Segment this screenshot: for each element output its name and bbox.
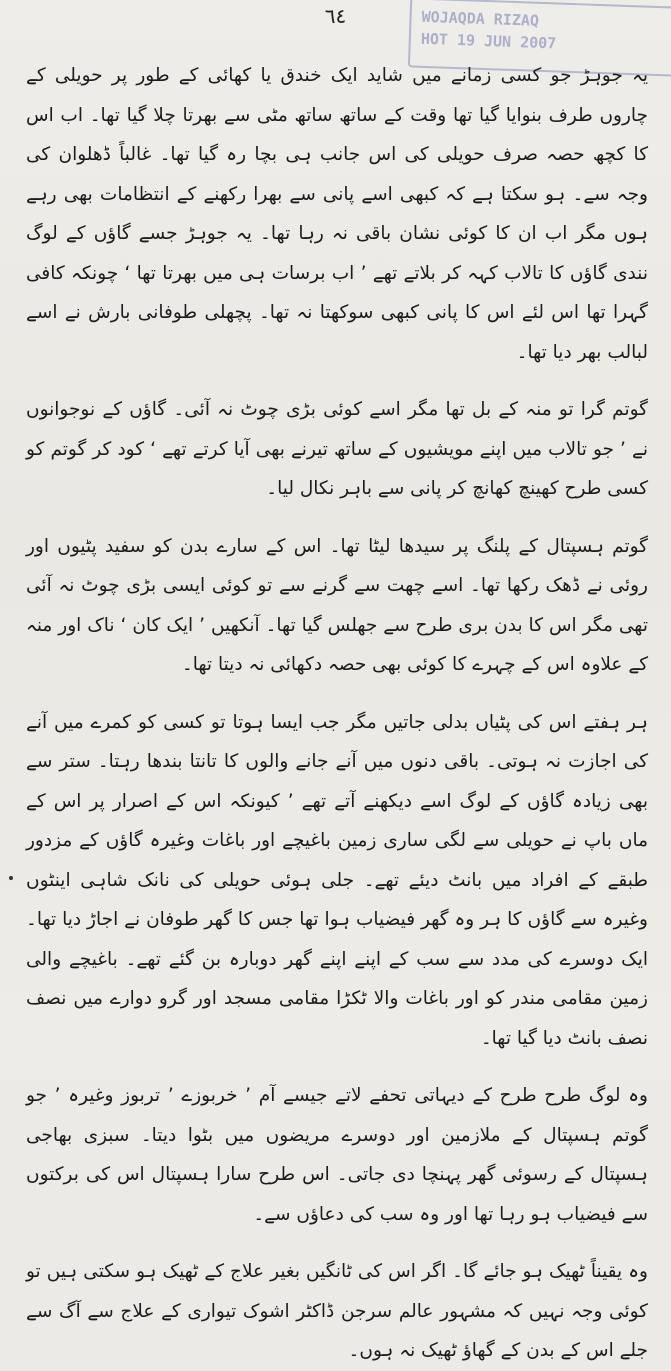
page-text [26,56,648,1371]
paragraph-1: یہ جوہڑ جو کسی زمانے میں شاید ایک خندق یا کھائی کے طور پر حویلی کے چاروں طرف بنوایا گیا تھا وقت کے ساتھ ساتھ مٹی سے بھرتا چلا گیا تھا۔ اب اس کا کچھ حصہ صرف حویلی کی اس جانب ہی بچا رہ گیا تھا۔ غالباً ڈھلوان کی وجہ سے۔ ہو سکتا ہے کہ کبھی اسے پانی سے بھرا رکھنے کے انتظامات بھی رہے ہوں مگر اب ان کا کوئی نشان باقی نہ رہا تھا۔ یہ جوہڑ جسے گاؤں کے لوگ نندی گاؤں کا تالاب کہہ کر بلاتے تھے ’ اب برسات ہی میں بھرتا تھا ‘ چونکہ کافی گہرا تھا اس لئے اس کا پانی کبھی سوکھتا نہ تھا۔ پچھلی طوفانی بارش نے اسے لبالب بھر دیا تھا۔ [26,65,648,363]
page-number: ٦٤ [324,4,347,28]
paragraph-3: گوتم ہسپتال کے پلنگ پر سیدھا لیٹا تھا۔ اس کے سارے بدن کو سفید پٹیوں اور روئی نے ڈھک رکھا تھا۔ اسے چھت سے گرنے سے تو کوئی ایسی بڑی چوٹ نہ آئی تھی مگر اس کا بدن بری طرح سے جھلس گیا تھا۔ آنکھیں ’ ایک کان ‘ ناک اور منہ کے علاوہ اس کے چہرے کا کوئی بھی حصہ دکھائی نہ دیتا تھا۔ [26,535,648,675]
stamp-line: WOJAQDA RIZAQ [421,7,540,30]
margin-mark [9,876,13,880]
paragraph-5: وہ لوگ طرح طرح کے دیہاتی تحفے لاتے جیسے آم ’ خربوزے ’ تربوز وغیرہ ’ جو گوتم ہسپتال کے ملازمین اور دوسرے مریضوں میں بٹوا دیتا۔ سبزی بھاجی ہسپتال کے رسوئی گھر پہنچا دی جاتی۔ اس طرح سارا ہسپتال اس کی برکتوں سے فیضیاب ہو رہا تھا اور وہ سب کی دعاؤں سے۔ [26,1085,648,1225]
stamp-line: HOT 19 JUN 2007 [420,29,557,53]
paragraph-6: وہ یقیناً ٹھیک ہو جائے گا۔ اگر اس کی ٹانگیں بغیر علاج کے ٹھیک ہو سکتی ہیں تو کوئی وجہ نہیں کہ مشہور عالم سرجن ڈاکٹر اشوک تیواری کے علاج سے آگ سے جلے اس کے بدن کے گھاؤ ٹھیک نہ ہوں۔ [26,1261,648,1361]
paragraph-2: گوتم گرا تو منہ کے بل تھا مگر اسے کوئی بڑی چوٹ نہ آئی۔ گاؤں کے نوجوانوں نے ’ جو تالاب میں اپنے مویشیوں کے ساتھ تیرنے بھی آیا کرتے تھے ‘ کود کر گوتم کو کسی طرح کھینچ کھانچ کر پانی سے باہر نکال لیا۔ [26,399,648,499]
paragraph-4: ہر ہفتے اس کی پٹیاں بدلی جاتیں مگر جب ایسا ہوتا تو کسی کو کمرے میں آنے کی اجازت نہ ہوتی۔ باقی دنوں میں آنے جانے والوں کا تانتا بندھا رہتا۔ ستر سے بھی زیادہ گاؤں کے لوگ اسے دیکھنے آتے تھے ’ کیونکہ اس کے اصرار پر اس کے ماں باپ نے حویلی سے لگی ساری زمین باغیچے اور باغات وغیرہ گاؤں کے مزدور طبقے کے افراد میں بانٹ دیئے تھے۔ جلی ہوئی حویلی کی نانک شاہی اینٹوں وغیرہ سے گاؤں کا ہر وہ گھر فیضیاب ہوا تھا جس کا گھر طوفان نے اجاڑ دیا تھا۔ ایک دوسرے کی مدد سے سب کے اپنے اپنے گھر دوبارہ بن گئے تھے۔ باغیچے والی زمین مقامی مندر کو اور باغات والا ٹکڑا مقامی مسجد اور گرو دوارے میں نصف نصف بانٹ دیا گیا تھا۔ [26,711,648,1049]
